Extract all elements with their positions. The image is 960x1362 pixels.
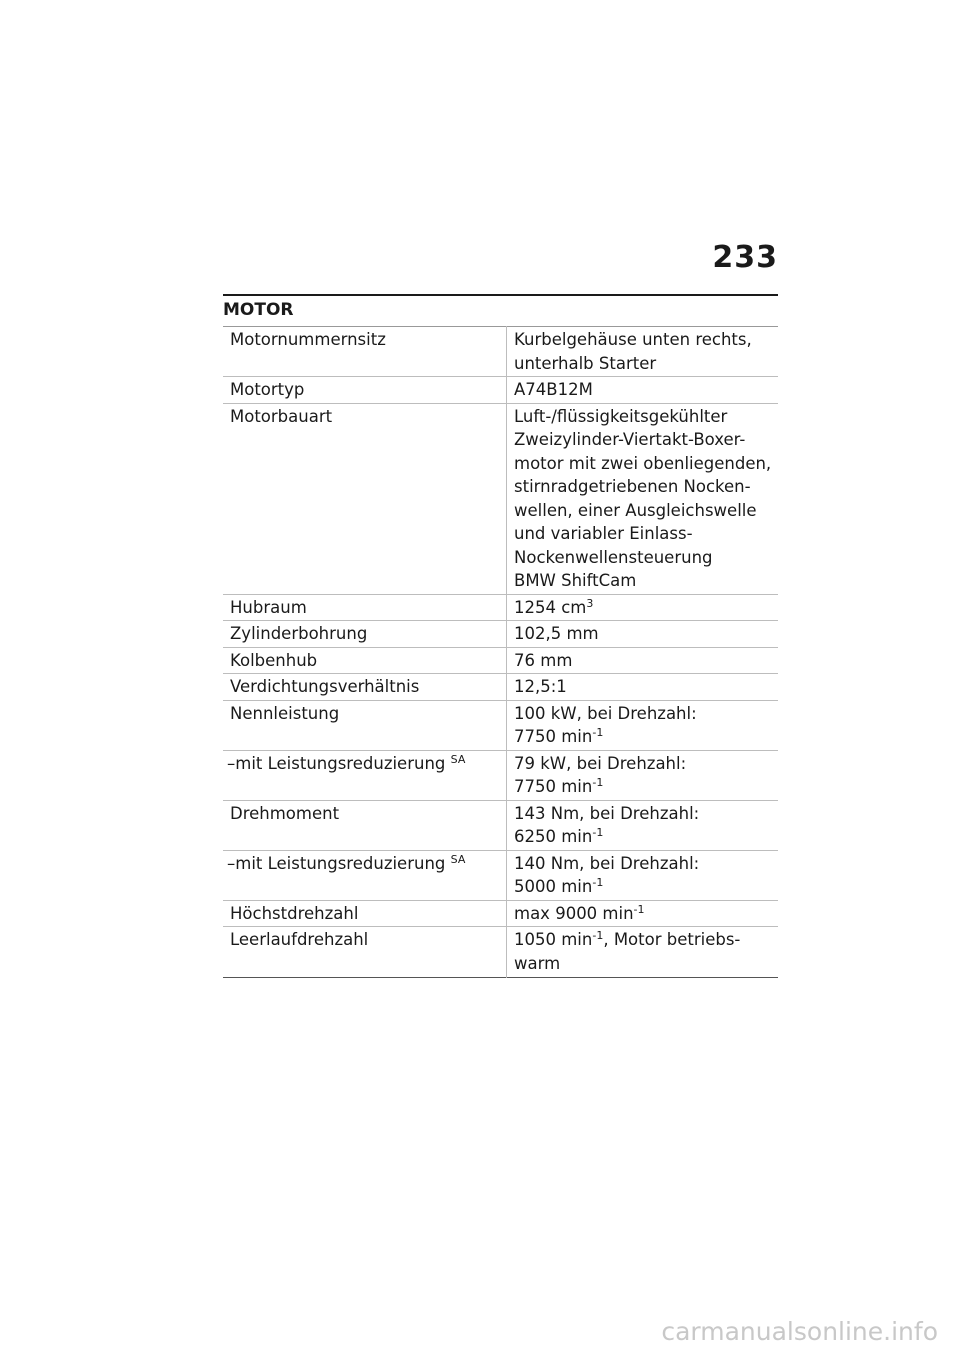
row-value: 102,5 mm	[507, 621, 779, 648]
row-value: 1254 $cm^3$	[507, 594, 779, 621]
section-title: MOTOR	[223, 300, 294, 320]
row-label: Kolbenhub	[223, 647, 507, 674]
row-label: Leerlaufdrehzahl	[230, 930, 369, 949]
row-value: 140 Nm, bei Drehzahl: 5000 $\min^{-1}$	[507, 850, 779, 900]
watermark: carmanualsonline.info	[661, 1317, 938, 1346]
row-value: max 9000 $\min^{-1}$	[507, 900, 779, 927]
table-row	[223, 800, 778, 850]
row-label: Motortyp	[223, 377, 507, 404]
spec-table	[223, 326, 778, 978]
row-value: 79 kW, bei Drehzahl: 7750 $\min^{-1}$	[507, 750, 779, 800]
row-value: A74B12M	[507, 377, 779, 404]
row-label: Hubraum	[223, 594, 507, 621]
row-label: Zylinderbohrung	[223, 621, 507, 648]
row-value: 100 kW, bei Drehzahl: 7750 $\min^{-1}$	[507, 700, 779, 750]
table-row	[223, 900, 778, 927]
table-row	[223, 927, 778, 978]
row-label: –mit Leistungsreduzierung $^{SA}$	[223, 850, 507, 900]
table-row	[223, 594, 778, 621]
row-label: Nennleistung	[223, 700, 507, 750]
row-value: Kurbelgehäuse unten rechts, unterhalb Starter	[507, 327, 779, 377]
page-number: 233	[712, 240, 778, 275]
row-value: 12,5:1	[507, 674, 779, 701]
table-row	[223, 621, 778, 648]
table-row	[223, 700, 778, 750]
row-label: Höchstdrehzahl	[223, 900, 507, 927]
table-row	[223, 750, 778, 800]
row-value: 143 Nm, bei Drehzahl: 6250 $\min^{-1}$	[507, 800, 779, 850]
table-row	[223, 377, 778, 404]
row-label: Verdichtungsverhältnis	[223, 674, 507, 701]
table-row	[223, 850, 778, 900]
row-label: Drehmoment	[223, 800, 507, 850]
row-label: Motornummernsitz	[223, 327, 507, 377]
table-row	[223, 327, 778, 377]
row-value: 76 mm	[507, 647, 779, 674]
table-row	[223, 403, 778, 594]
row-label: –mit Leistungsreduzierung $^{SA}$	[223, 750, 507, 800]
row-label: Motorbauart	[223, 403, 507, 594]
table-row	[223, 674, 778, 701]
table-row	[223, 647, 778, 674]
motor-section	[223, 294, 778, 978]
row-value: Luft-/flüssigkeitsgekühlter Zweizylinder-Viertakt-Boxer- motor mit zwei obenliegenden, stirnradgetriebenen Nocken- wellen, einer Ausgleichswelle und variabler Einlass- Nockenwellensteuerung BMW ShiftCam	[507, 403, 779, 594]
row-value: 1050 $\min^{-1}$, Motor betriebs- warm	[507, 927, 779, 978]
